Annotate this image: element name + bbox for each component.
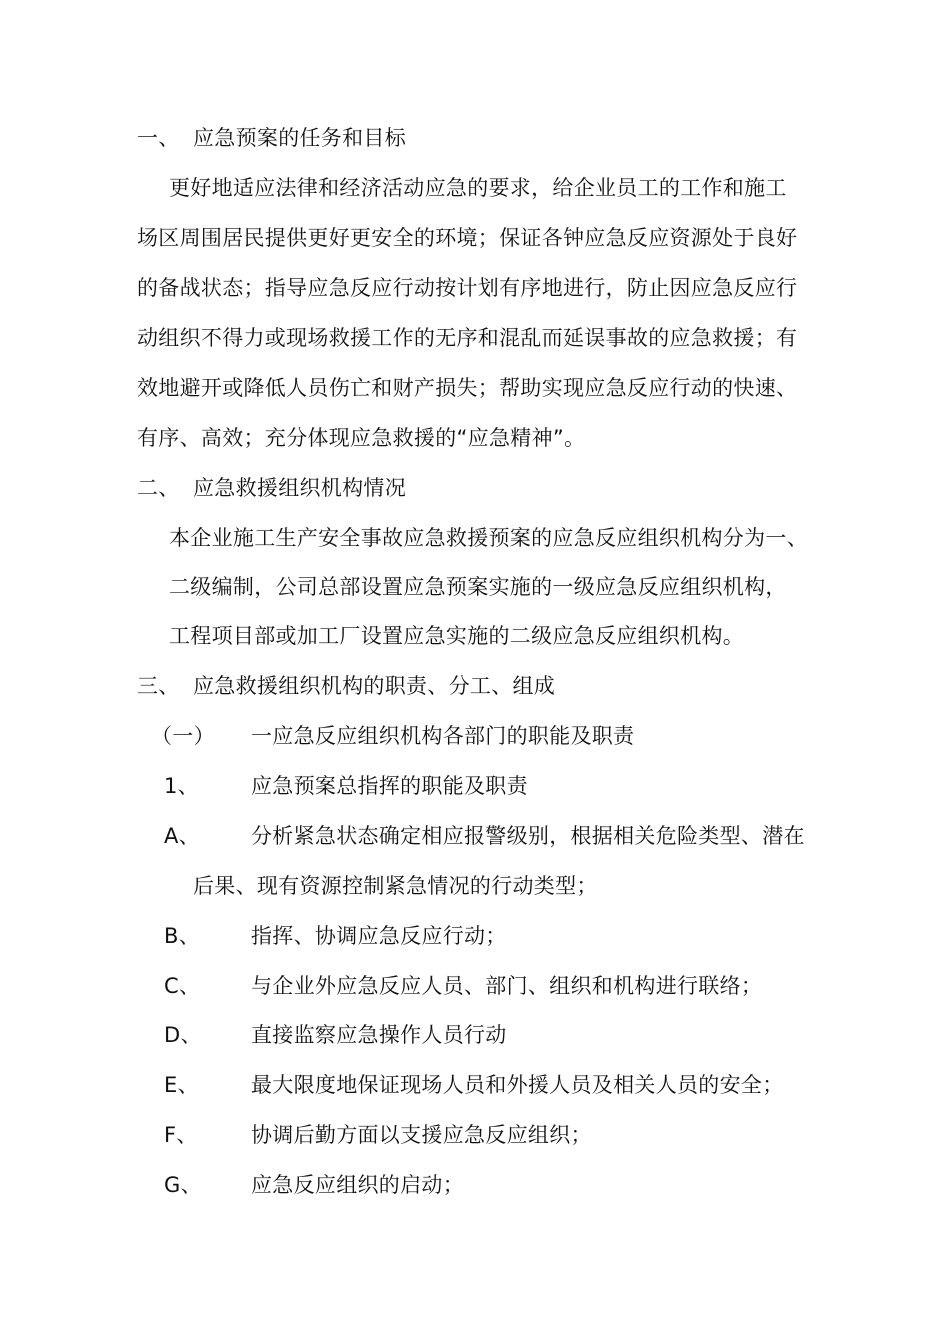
paragraph-line: 有序、高效；充分体现应急救援的“应急精神”。 bbox=[137, 426, 586, 450]
subsection-number: （一） bbox=[151, 724, 215, 748]
duty-label: D、 bbox=[164, 1023, 202, 1047]
paragraph-line: 更好地适应法律和经济活动应急的要求，给企业员工的工作和施工 bbox=[169, 176, 787, 200]
duty-text-continuation: 后果、现有资源控制紧急情况的行动类型； bbox=[193, 874, 598, 898]
paragraph-line: 工程项目部或加工厂设置应急实施的二级应急反应组织机构。 bbox=[169, 624, 745, 648]
section-number: 一、 bbox=[137, 126, 180, 150]
duty-text: 指挥、协调应急反应行动； bbox=[251, 924, 507, 948]
duty-text: 直接监察应急操作人员行动 bbox=[251, 1023, 507, 1047]
duty-text: 最大限度地保证现场人员和外援人员及相关人员的安全； bbox=[251, 1073, 784, 1097]
duty-label: G、 bbox=[164, 1173, 202, 1197]
paragraph-line: 动组织不得力或现场救援工作的无序和混乱而延误事故的应急救援；有 bbox=[137, 326, 798, 350]
paragraph-line: 效地避开或降低人员伤亡和财产损失；帮助实现应急反应行动的快速、 bbox=[137, 376, 798, 400]
duty-label: A、 bbox=[164, 824, 200, 848]
paragraph-line: 的备战状态；指导应急反应行动按计划有序地进行，防止因应急反应行 bbox=[137, 276, 798, 300]
duty-text: 应急反应组织的启动； bbox=[251, 1173, 464, 1197]
duty-label: F、 bbox=[164, 1123, 198, 1147]
section-title: 应急救援组织机构情况 bbox=[193, 476, 406, 500]
duty-label: C、 bbox=[164, 974, 201, 998]
paragraph-line: 二级编制，公司总部设置应急预案实施的一级应急反应组织机构， bbox=[169, 575, 787, 599]
duty-text: 协调后勤方面以支援应急反应组织； bbox=[251, 1123, 592, 1147]
duty-text: 与企业外应急反应人员、部门、组织和机构进行联络； bbox=[251, 974, 763, 998]
section-title: 应急救援组织机构的职责、分工、组成 bbox=[193, 674, 556, 698]
duty-label: E、 bbox=[164, 1073, 199, 1097]
subsection-title: 一应急反应组织机构各部门的职能及职责 bbox=[251, 724, 635, 748]
section-title: 应急预案的任务和目标 bbox=[193, 126, 406, 150]
section-number: 三、 bbox=[137, 674, 180, 698]
item-title: 应急预案总指挥的职能及职责 bbox=[251, 774, 528, 798]
paragraph-line: 场区周围居民提供更好更安全的环境；保证各钟应急反应资源处于良好 bbox=[137, 226, 798, 250]
section-number: 二、 bbox=[137, 476, 180, 500]
item-number: 1、 bbox=[164, 774, 199, 798]
paragraph-line: 本企业施工生产安全事故应急救援预案的应急反应组织机构分为一、 bbox=[169, 526, 808, 550]
duty-text: 分析紧急状态确定相应报警级别，根据相关危险类型、潜在 bbox=[251, 824, 805, 848]
duty-label: B、 bbox=[164, 924, 201, 948]
